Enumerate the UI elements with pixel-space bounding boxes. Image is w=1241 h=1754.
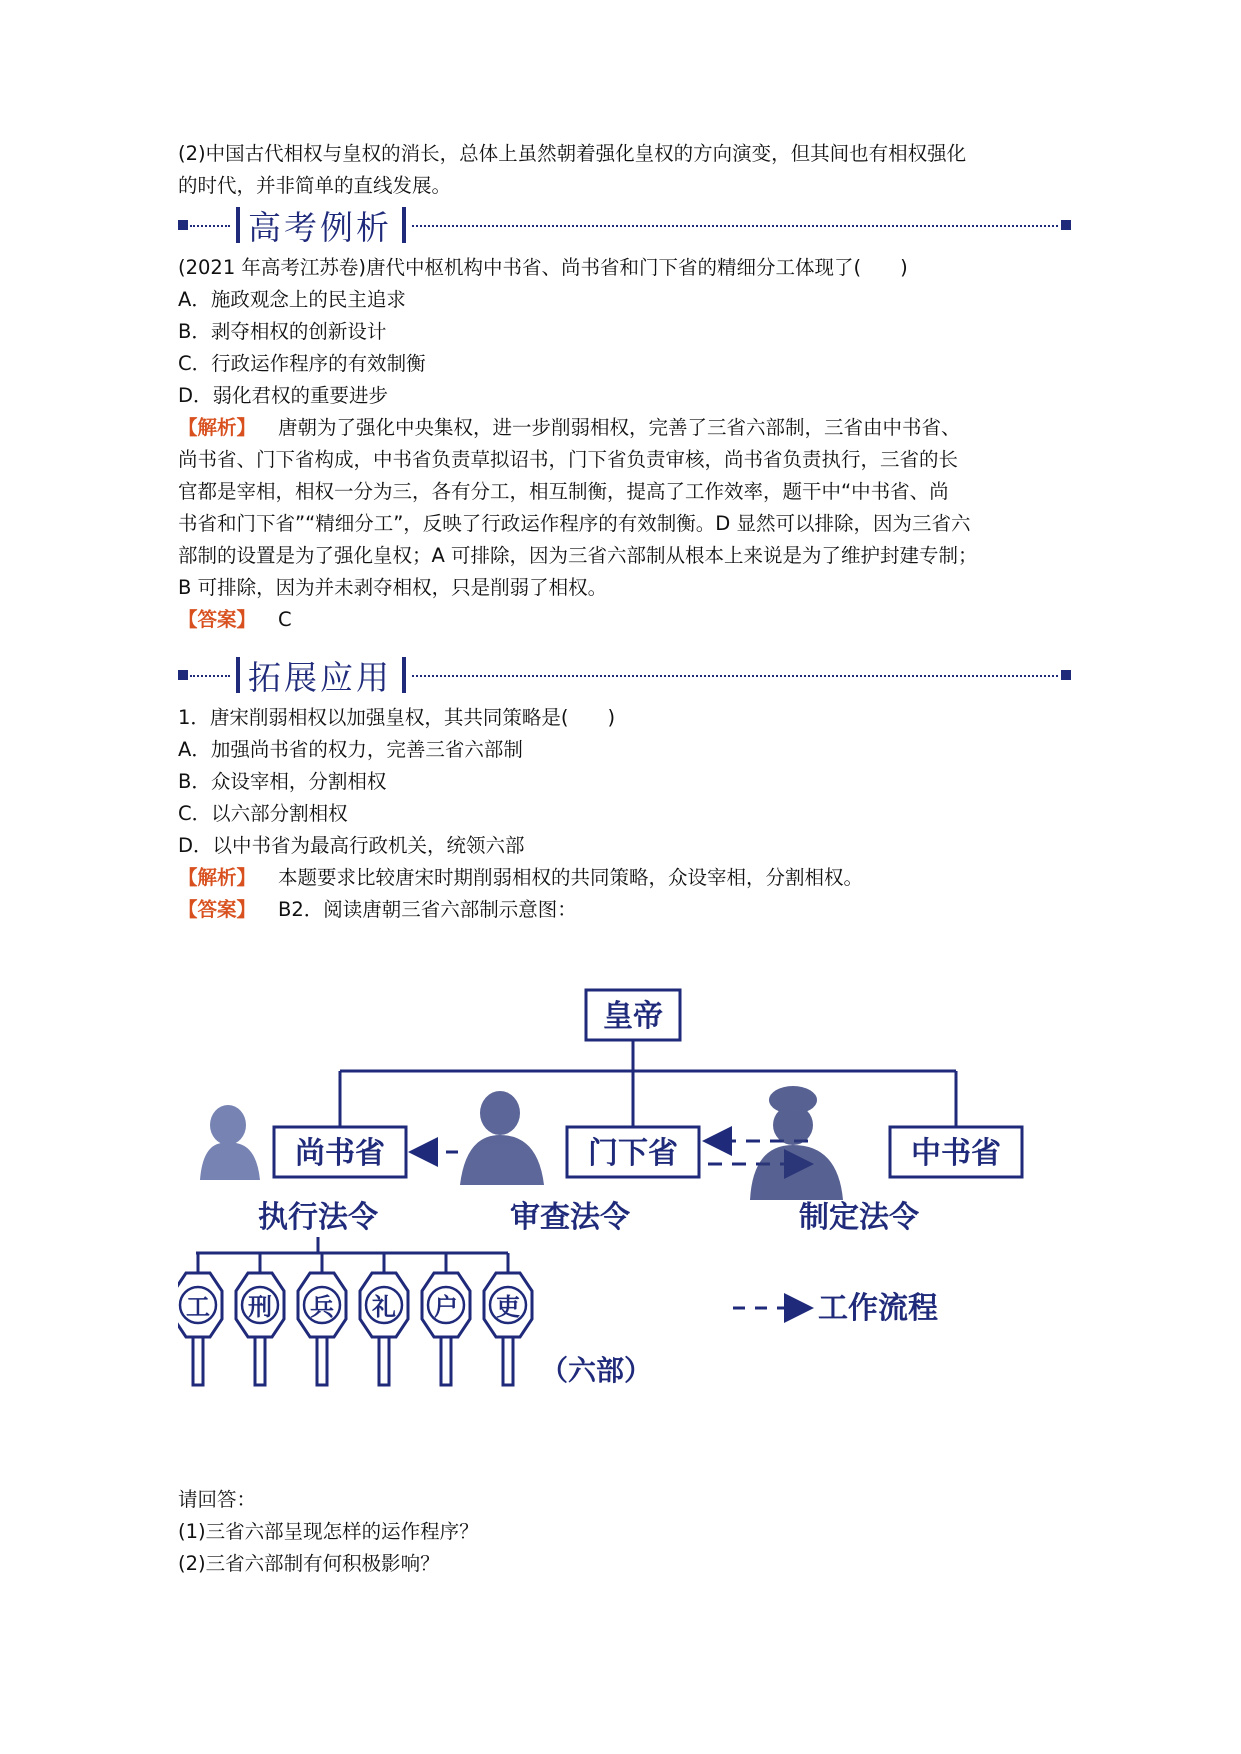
header-dash-right: [412, 675, 1058, 677]
shangshu-label: 尚书省: [295, 1136, 385, 1171]
option-d: D．弱化君权的重要进步: [178, 384, 389, 407]
analysis-line-5: 部制的设置是为了强化皇权；A 可排除，因为三省六部制从根本上来说是为了维护封建专制；: [178, 544, 978, 567]
ministry-post: [379, 1337, 389, 1385]
header-bar-left: [236, 657, 240, 693]
header-bar-left: [236, 207, 240, 243]
header-square-left: [178, 220, 188, 230]
analysis-line-4: 书省和门下省”“精细分工”，反映了行政运作程序的有效制衡。D 显然可以排除，因为三省六: [178, 512, 971, 535]
prompt: 请回答：: [178, 1488, 257, 1511]
ministry-post: [193, 1337, 203, 1385]
zhongshu-label: 中书省: [911, 1136, 1001, 1171]
analysis-text: 唐朝为了强化中央集权，进一步削弱相权，完善了三省六部制，三省由中书省、: [278, 416, 961, 439]
official-figure-right: [750, 1086, 843, 1200]
q1-analysis: [178, 862, 863, 894]
ministry-4: [360, 1253, 408, 1385]
menxia-label: 门下省: [588, 1136, 678, 1171]
ministry-1: [178, 1253, 222, 1385]
header-square-left: [178, 670, 188, 680]
ministry-6: [484, 1253, 532, 1385]
header-dash-right: [412, 225, 1058, 227]
ministry-5: [422, 1253, 470, 1385]
question-2: (2)三省六部制有何积极影响？: [178, 1552, 440, 1575]
ministry-2: [236, 1253, 284, 1385]
option-c: C．行政运作程序的有效制衡: [178, 352, 426, 375]
header-dash-left: [190, 675, 230, 677]
ministry-post: [441, 1337, 451, 1385]
six-ministries: [178, 1253, 532, 1385]
ministry-label: 兵: [310, 1292, 334, 1321]
ministry-label: 吏: [496, 1292, 520, 1321]
analysis-line-1: [178, 412, 961, 444]
analysis-line-3: 官都是宰相，相权一分为三，各有分工，相互制衡，提高了工作效率，题干中“中书省、尚: [178, 480, 949, 503]
answer-value: B2．阅读唐朝三省六部制示意图：: [278, 898, 577, 921]
zhongshu-role: 制定法令: [799, 1200, 919, 1235]
q1-stem: 1．唐宋削弱相权以加强皇权，其共同策略是( ): [178, 706, 616, 729]
analysis-line-2: 尚书省、门下省构成，中书省负责草拟诏书，门下省负责审核，尚书省负责执行，三省的长: [178, 448, 959, 471]
ministry-label: 刑: [248, 1292, 272, 1321]
official-figure-left: [200, 1105, 260, 1180]
analysis-tag: 【解析】: [178, 416, 257, 439]
option-a: A．施政观念上的民主追求: [178, 288, 406, 311]
intro-line-1: (2)中国古代相权与皇权的消长，总体上虽然朝着强化皇权的方向演变，但其间也有相权强化: [178, 142, 967, 165]
header-bar-right: [402, 207, 406, 243]
answer-value: C: [278, 608, 292, 631]
section-header-exam: [178, 205, 1073, 245]
ministry-post: [503, 1337, 513, 1385]
question-stem: (2021 年高考江苏卷)唐代中枢机构中书省、尚书省和门下省的精细分工体现了( ): [178, 256, 908, 279]
section-title: 拓展应用: [248, 658, 392, 697]
header-bar-right: [402, 657, 406, 693]
emperor-label: 皇帝: [603, 999, 663, 1034]
q1-answer: [178, 894, 577, 926]
shangshu-role: 执行法令: [258, 1200, 378, 1235]
legend-label: 工作流程: [818, 1291, 938, 1326]
analysis-line-6: B 可排除，因为并未剥夺相权，只是削弱了相权。: [178, 576, 608, 599]
answer-tag: 【答案】: [178, 898, 257, 921]
menxia-role: 审查法令: [510, 1200, 630, 1235]
q1-option-c: C．以六部分割相权: [178, 802, 348, 825]
ministry-label: 礼: [372, 1292, 396, 1321]
q1-option-b: B．众设宰相，分割相权: [178, 770, 387, 793]
section-title: 高考例析: [248, 208, 392, 247]
ministries-label: （六部）: [540, 1354, 653, 1387]
option-b: B．剥夺相权的创新设计: [178, 320, 387, 343]
section-header-extension: [178, 655, 1073, 695]
q1-option-d: D．以中书省为最高行政机关，统领六部: [178, 834, 525, 857]
ministry-label: 工: [186, 1292, 210, 1321]
ministry-post: [255, 1337, 265, 1385]
header-dash-left: [190, 225, 230, 227]
question-1: (1)三省六部呈现怎样的运作程序？: [178, 1520, 479, 1543]
ministry-label: 户: [434, 1292, 458, 1321]
header-square-right: [1061, 670, 1071, 680]
official-figure-center: [460, 1091, 544, 1185]
q1-option-a: A．加强尚书省的权力，完善三省六部制: [178, 738, 523, 761]
analysis-text: 本题要求比较唐宋时期削弱相权的共同策略，众设宰相，分割相权。: [278, 866, 864, 889]
ministry-post: [317, 1337, 327, 1385]
ministry-3: [298, 1253, 346, 1385]
answer-tag: 【答案】: [178, 608, 257, 631]
header-square-right: [1061, 220, 1071, 230]
three-departments-diagram: [178, 985, 1078, 1445]
analysis-tag: 【解析】: [178, 866, 257, 889]
answer-line: [178, 604, 292, 636]
intro-line-2: 的时代，并非简单的直线发展。: [178, 174, 452, 197]
